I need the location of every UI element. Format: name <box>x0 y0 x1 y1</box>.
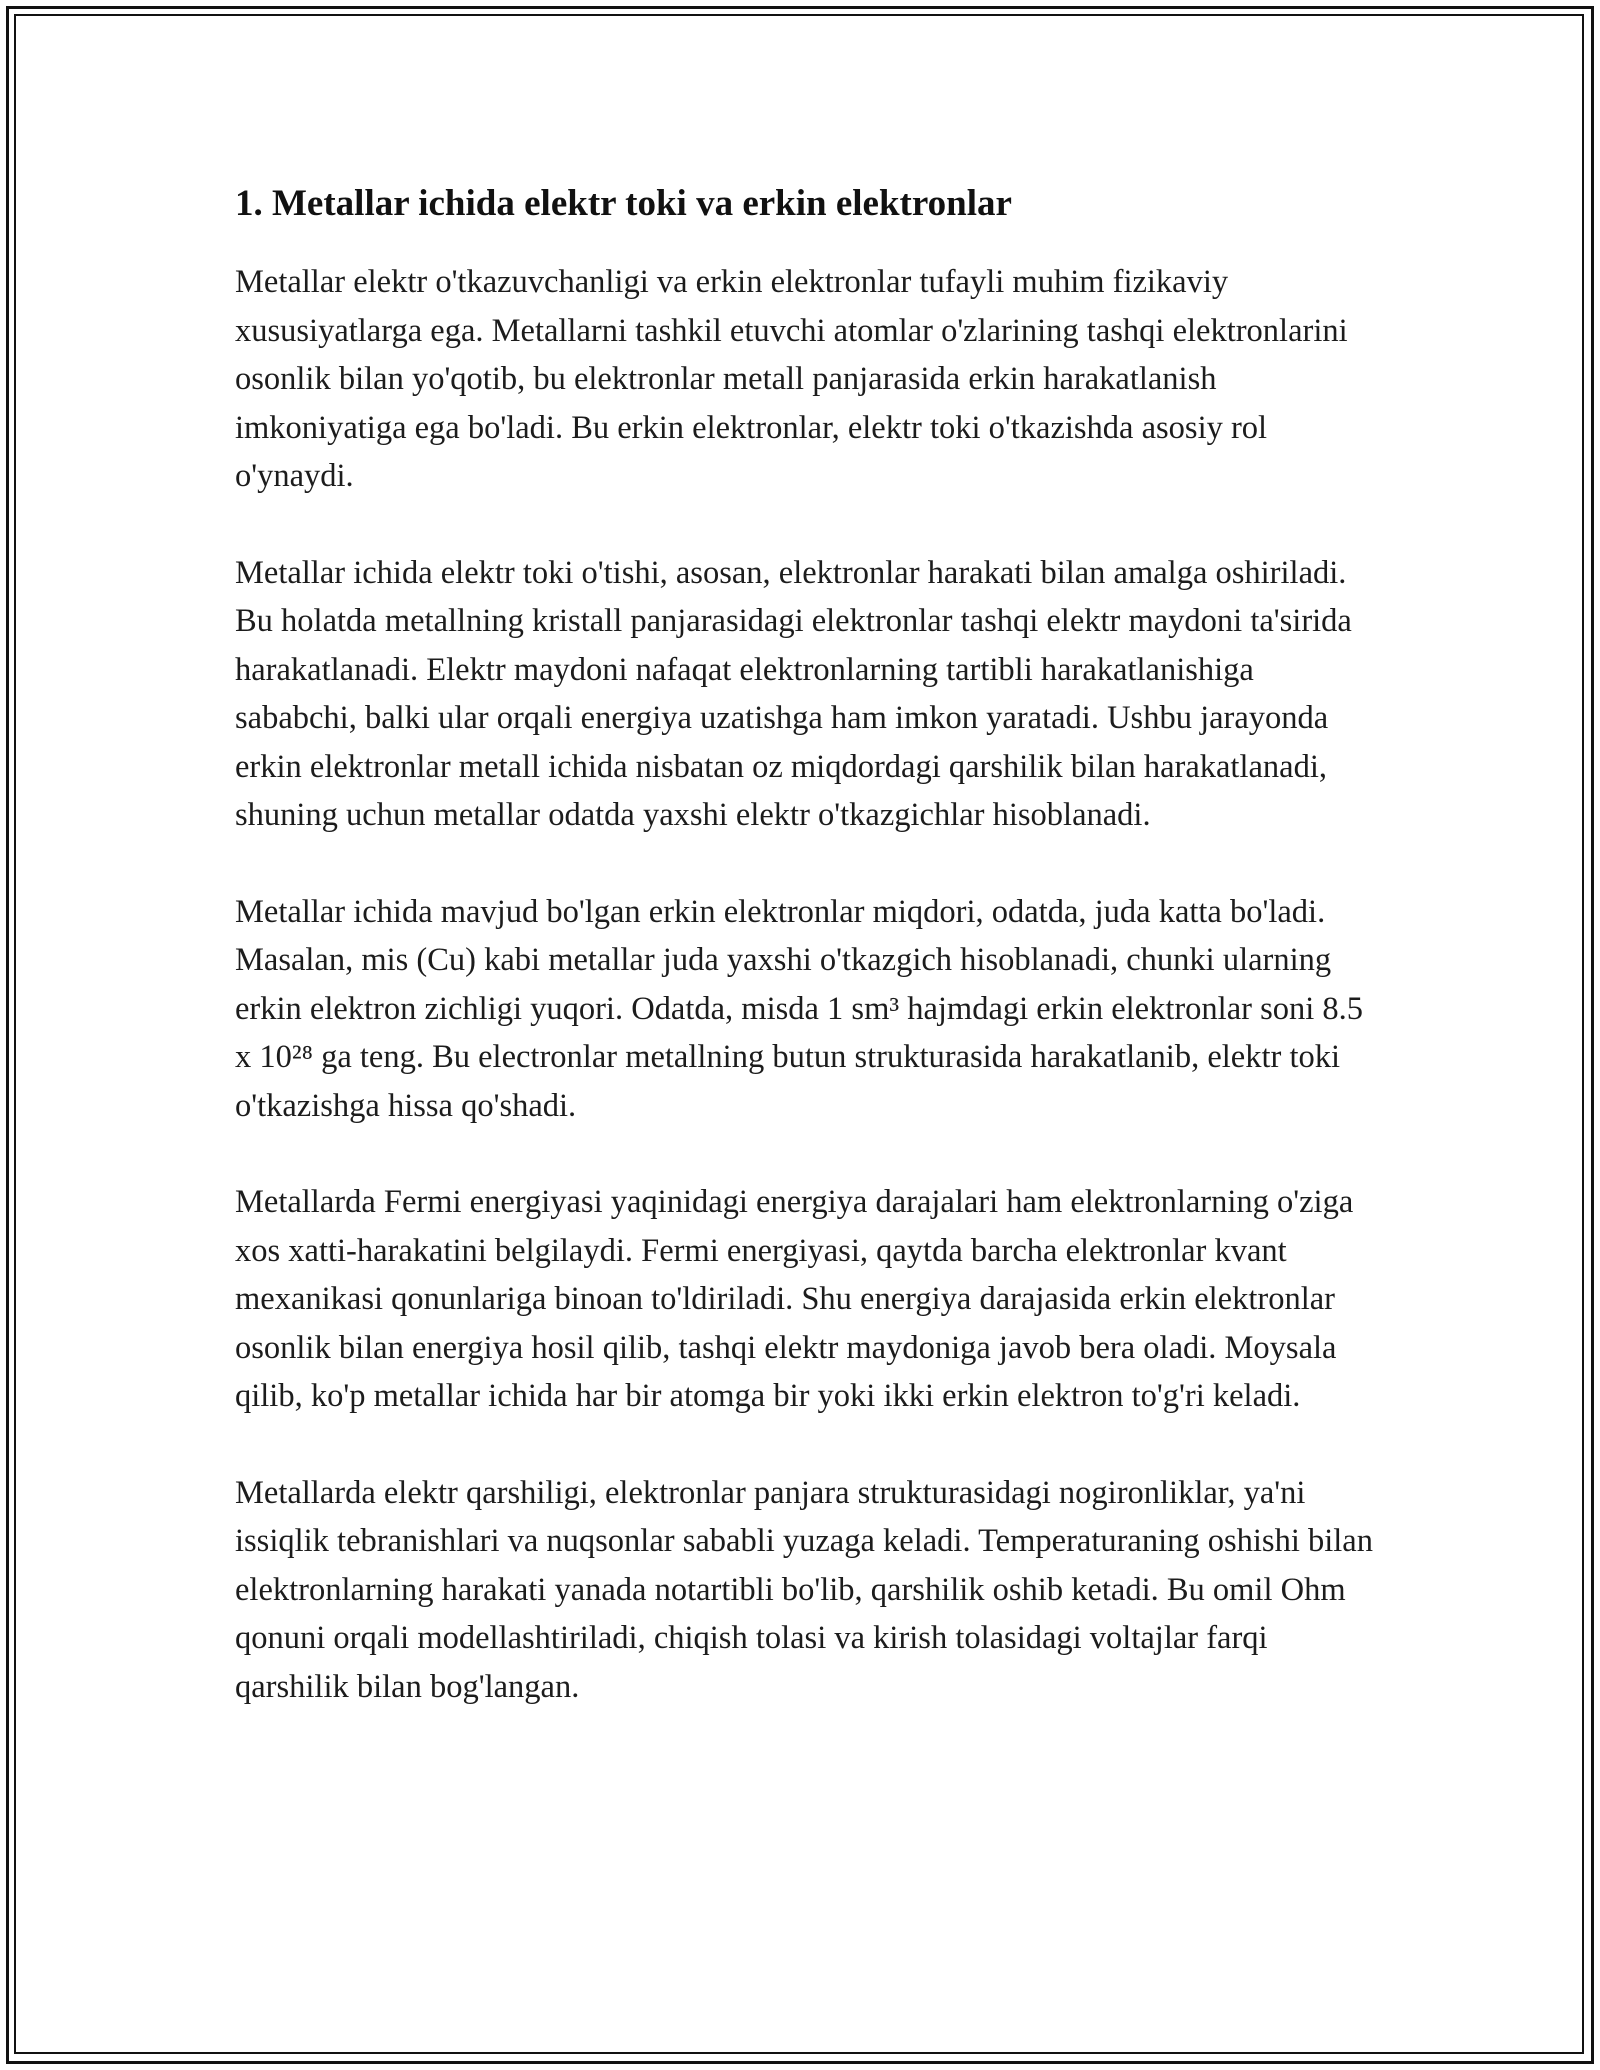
paragraph-5: Metallarda elektr qarshiligi, elektronlar panjara strukturasidagi nogironliklar, ya'ni issiqlik tebranishlari va nuqsonlar sababli yuzaga keladi. Temperaturaning oshishi bilan elektronlarning harakati yanada notartibli bo'lib, qarshilik oshib ketadi. Bu omil Ohm qonuni orqali modellashtiriladi, chiqish tolasi va kirish tolasidagi voltajlar farqi qarshilik bilan bog'langan. <box>235 1474 1373 1705</box>
section-heading: 1. Metallar ichida elektr toki va erkin elektronlar <box>235 183 1012 224</box>
paragraph-1: Metallar elektr o'tkazuvchanligi va erkin elektronlar tufayli muhim fizikaviy xususiyatlarga ega. Metallarni tashkil etuvchi atomlar o'zlarining tashqi elektronlarini osonlik bilan yo'qotib, bu elektronlar metall panjarasida erkin harakatlanish imkoniyatiga ega bo'ladi. Bu erkin elektronlar, elektr toki o'tkazishda asosiy rol o'ynaydi. <box>235 264 1348 495</box>
paragraph-4: Metallarda Fermi energiyasi yaqinidagi energiya darajalari ham elektronlarning o'ziga xos xatti-harakatini belgilaydi. Fermi energiyasi, qaytda barcha elektronlar kvant mexanikasi qonunlariga binoan to'ldiriladi. Shu energiya darajasida erkin elektronlar osonlik bilan energiya hosil qilib, tashqi elektr maydoniga javob bera oladi. Moysala qilib, ko'p metallar ichida har bir atomga bir yoki ikki erkin elektron to'g'ri keladi. <box>235 1184 1354 1415</box>
document-body <box>235 180 1375 1759</box>
paragraph-2: Metallar ichida elektr toki o'tishi, asosan, elektronlar harakati bilan amalga oshiriladi. Bu holatda metallning kristall panjarasidagi elektronlar tashqi elektr maydoni ta'sirida harakatlanadi. Elektr maydoni nafaqat elektronlarning tartibli harakatlanishiga sababchi, balki ular orqali energiya uzatishga ham imkon yaratadi. Ushbu jarayonda erkin elektronlar metall ichida nisbatan oz miqdordagi qarshilik bilan harakatlanadi, shuning uchun metallar odatda yaxshi elektr o'tkazgichlar hisoblanadi. <box>235 554 1352 834</box>
paragraph-3: Metallar ichida mavjud bo'lgan erkin elektronlar miqdori, odatda, juda katta bo'ladi. Masalan, mis (Cu) kabi metallar juda yaxshi o'tkazgich hisoblanadi, chunki ularning erkin elektron zichligi yuqori. Odatda, misda 1 sm³ hajmdagi erkin elektronlar soni 8.5 x 10²⁸ ga teng. Bu electronlar metallning butun strukturasida harakatlanib, elektr toki o'tkazishga hissa qo'shadi. <box>235 893 1364 1124</box>
